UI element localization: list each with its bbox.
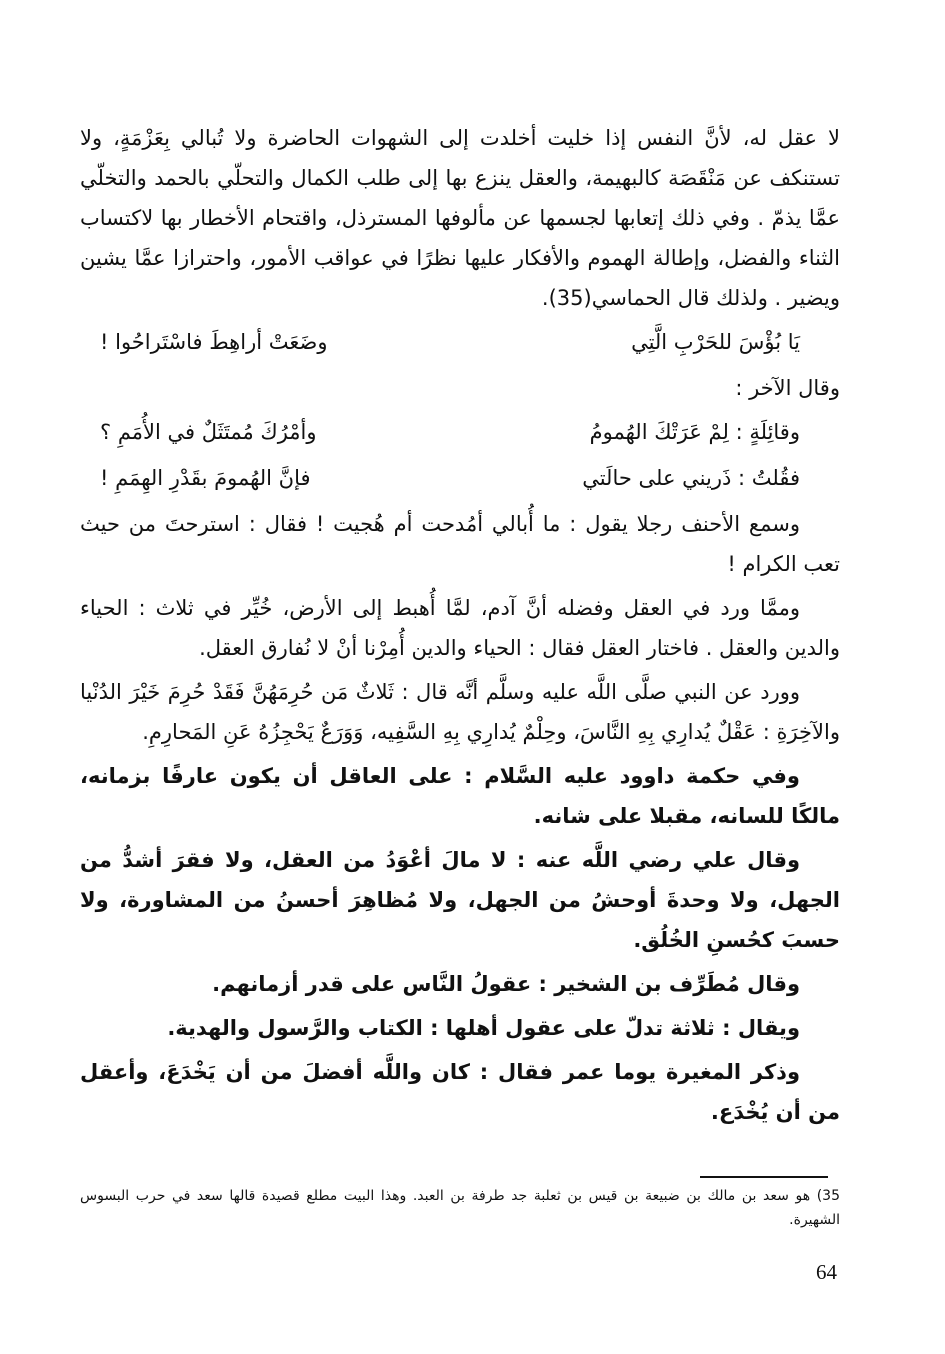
page-body [80, 118, 840, 1136]
paragraph-9: ويقال : ثلاثة تدلّ على عقول أهلها : الكتاب والرَّسول والهدية. [167, 1016, 800, 1040]
paragraph-7: وقال علي رضي اللَّه عنه : لا مالَ أعْوَدُ من العقل، ولا فقرَ أشدُّ من الجهل، ولا وحدةَ أوحشُ من الجهل، ولا مُظاهِرَ أحسنُ من المشاورة، ولا حسبَ كحُسنِ الخُلُق. [80, 848, 840, 952]
verse-3 [80, 458, 840, 498]
paragraph-10: وذكر المغيرة يوما عمر فقال : كان واللَّه أفضلَ من أن يَخْدَعَ، وأعقل من أن يُخْدَع. [80, 1060, 840, 1124]
verse-2-second-hemistich: وأمْرُكَ مُمتَثَلٌ في الأُمَمِ ؟ [100, 420, 317, 444]
paragraph-8: وقال مُطَرِّف بن الشخير : عقولُ النَّاس على قدر أزمانهم. [212, 972, 800, 996]
paragraph-2: وقال الآخر : [735, 376, 840, 400]
verse-gap [416, 458, 476, 498]
page-number: 64 [816, 1260, 837, 1284]
verse-2 [80, 412, 840, 452]
verse-3-first-hemistich: فقُلتُ : ذَريني على حالَتي [582, 466, 800, 490]
verse-gap [449, 322, 509, 362]
paragraph-3: وسمع الأحنف رجلا يقول : ما أُبالي أمُدحت أم هُجيت ! فقال : استرحتَ من حيث تعب الكرام ! [80, 512, 840, 576]
verse-gap [423, 412, 483, 452]
footnote-divider [700, 1176, 828, 1178]
verse-3-second-hemistich: فإنَّ الهُمومَ بقَدْرِ الهِمَمِ ! [100, 466, 311, 490]
paragraph-1: لا عقل له، لأنَّ النفس إذا خليت أخلدت إلى الشهوات الحاضرة ولا تُبالي بِعَزْمَةٍ، ولا تستنكف عن مَنْقَصَة كالبهيمة، والعقل ينزع بها إلى طلب الكمال والتحلّي بالحمد والتخلّي عمَّا يذمّ . وفي ذلك إتعابها لجسمها عن مألوفها المسترذل، واقتحام الأخطار بها لاكتساب الثناء والفضل، وإطالة الهموم والأفكار عليها نظرًا في عواقب الأمور، واحترازا عمَّا يشين ويضير . ولذلك قال الحماسي(35). [80, 126, 840, 310]
verse-1-first-hemistich: يَا بُؤْسَ للحَرْبِ الَّتِي [631, 330, 800, 354]
verse-1 [80, 322, 840, 362]
footnote: 35) هو سعد بن مالك بن ضبيعة بن قيس بن ثعلبة جد طرفة بن العبد. وهذا البيت مطلع قصيدة قالها سعد في حرب البسوس الشهيرة. [80, 1188, 840, 1228]
verse-2-first-hemistich: وقائِلَةٍ : لِمْ عَرَتْكَ الهُمومُ [589, 420, 800, 444]
verse-1-second-hemistich: وضَعَتْ أراهِطَ فاسْتَراحُوا ! [100, 330, 328, 354]
paragraph-5: وورد عن النبي صلَّى اللَّه عليه وسلَّم أنَّه قال : ثَلاثٌ مَن حُرِمَهُنَّ فَقَدْ حُرِمَ خَيْرَ الدُنْيا والآخِرَةِ : عَقْلٌ يُدارِي بِهِ النَّاسَ، وحِلْمٌ يُدارِي بِهِ السَّفِيه، وَوَرَعٌ يَحْجِزُهُ عَنِ المَحارِمِ. [80, 680, 840, 744]
paragraph-6: وفي حكمة داوود عليه السَّلام : على العاقل أن يكون عارفًا بزمانه، مالكًا للسانه، مقبلا على شانه. [80, 764, 840, 828]
paragraph-4: وممَّا ورد في العقل وفضله أنَّ آدم، لمَّا أُهبط إلى الأرض، خُيِّر في ثلاث : الحياء والدين والعقل . فاختار العقل فقال : الحياء والدين أُمِرْنا أنْ لا نُفارق العقل. [80, 596, 840, 660]
